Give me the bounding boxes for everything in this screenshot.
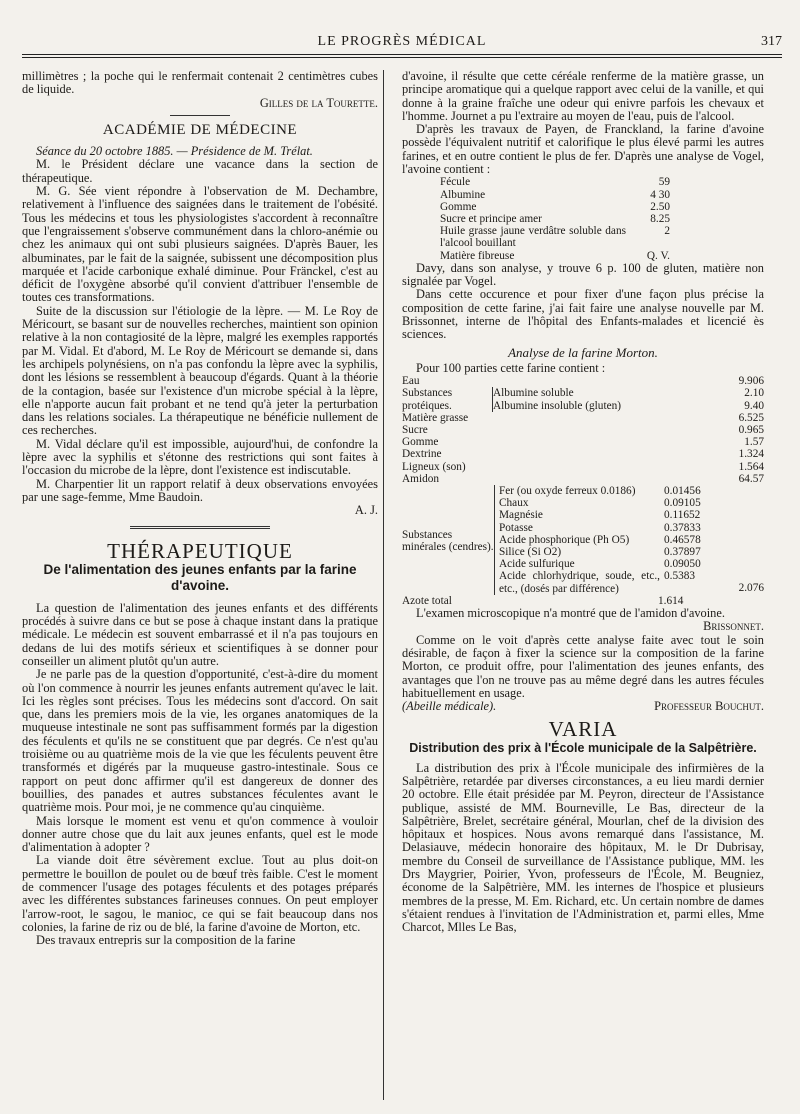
mineral-item-value: 0.11652: [664, 509, 701, 522]
right-paragraph-4: Dans cette occurence et pour fixer d'une façon plus précise la composition de cette farine, j'ai fait faire une analyse nouvelle par M. Brissonnet, interne de l'hôpital des Enfants-malades et licencié ès sciences.: [402, 287, 764, 342]
therapeutique-paragraph-1: La question de l'alimentation des jeunes enfants et des différents procédés à suivre dans ce but se pose à chaque instant dans la pratique médicale. Le médecin est souvent embarrassé et il n'a pas toujours en dedans de lui des motifs sérieux et scientifiques à se donner pour conseiller un aliment plutôt qu'un autre.: [22, 600, 378, 668]
protein-subvalue: 9.40: [744, 399, 764, 412]
vogel-value: 4 30: [650, 188, 670, 201]
table-row: [499, 570, 716, 594]
mineral-item-label: Acide chlorhydrique, soude, etc., etc., (dosés par différence): [499, 570, 660, 595]
table-row: [402, 387, 764, 411]
morton-label: Substances protéiques.: [402, 387, 453, 412]
column-separator: [383, 70, 384, 1100]
therapeutique-paragraph-2: Je ne parle pas de la question d'opportunité, c'est-à-dire du moment où l'on commence à nourrir les jeunes enfants autrement qu'avec le lait. Ici les règles sont précises. Tous les médecins sont d'accord. On sait que, dans les premiers mois de la vie, les organes anatomiques de la muqueuse intestinale ne sont pas suffisamment formés par la digestion des féculents et qu'ils ne se constituent que par degrés. Ce n'est qu'au troisième ou au quatrième mois de la vie que les féculents peuvent être transformés et digérés par la muqueuse gastro-intestinale. Sous ce rapport on peut donc affirmer qu'il est dangereux de donner des bouillies, des panades et autres substances féculentes avant le quatrième mois. Pour moi, je ne commence qu'au cinquième.: [22, 667, 378, 815]
mineral-item-label: Acide phosphorique (Ph O5): [499, 533, 630, 546]
right-paragraph-1: d'avoine, il résulte que cette céréale renferme de la matière grasse, un principe aromatique qui a quelque rapport avec celui de la vanille, et qui donne à la graine fraîche une odeur qui enivre parfois les chevaux et l'homme. Journet a pu l'extraire au moyen de l'eau, puis de l'alcool.: [402, 69, 764, 123]
table-row: [402, 424, 764, 436]
analyse-heading: Analyse de la farine Morton.: [508, 344, 658, 360]
protein-subitem: [493, 400, 764, 412]
therapeutique-subtitle: De l'alimentation des jeunes enfants par la farine d'avoine.: [43, 561, 357, 593]
table-row: [499, 558, 716, 570]
seance-line: Séance du 20 octobre 1885. — Présidence de M. Trélat.: [36, 144, 313, 159]
therapeutique-paragraph-4: La viande doit être sévèrement exclue. Tout au plus doit-on permettre le bouillon de poulet ou de bœuf très faible. C'est le moment de commencer l'usage des potages féculents et des potages préparés avec les différentes substances farineuses connues. On peut employer l'arrow-root, le sagou, le manioc, ce qui se fait beaucoup dans nos colonies, la farine de riz ou de blé, la farine d'avoine de Morton, etc.: [22, 853, 378, 934]
mineral-label: Substances minérales (cendres).: [402, 529, 494, 554]
table-row: [499, 509, 716, 521]
mineral-group: [402, 485, 764, 595]
table-row: [402, 473, 764, 485]
therapeutique-paragraph-5: Des travaux entrepris sur la composition de la farine: [36, 933, 296, 948]
table-row: [499, 485, 716, 497]
mineral-item-value: 0.09050: [664, 558, 701, 571]
table-row: [499, 497, 716, 509]
vogel-value: 2: [664, 225, 670, 238]
table-row: [440, 176, 670, 188]
varia-paragraph-1: La distribution des prix à l'École municipale des infirmières de la Salpêtrière, retardée par diverses circonstances, a eu lieu mardi dernier 20 octobre. Elle était présidée par M. Peyron, directeur de l'Assistance publique, assisté de MM. Bourneville, Le Bas, directeur de la Salpêtrière, Brelet, secrétaire général, Mourlan, chef de la division des hôpitaux et hospices. Nous avons remarqué dans l'assistance, M. Delasiauve, médecin honoraire des hôpitaux, M. le Dr Dubrisay, membre du Conseil de surveillance de l'Assistance publique, MM. les Drs Maygrier, Poirier, Yvon, professeurs de l'École, M. Beugniez, économe de la Salpêtrière, MM. les internes de l'hospice et plusieurs membres de la presse, M. Em. Richard, etc. Un certain nombre de dames s'étaient rendues à l'invitation de l'Administration et, parmi elles, Mme Charcot, Mlles Le Bas,: [402, 760, 764, 935]
morton-label: Eau: [402, 375, 420, 388]
academie-paragraph-4: M. Vidal déclare qu'il est impossible, aujourd'hui, de confondre la lèpre avec la syphilis et s'étonne des restrictions qui sont faites à l'occasion du microbe de la lèpre, dont l'existence est indiscutable.: [22, 436, 378, 478]
vogel-value: 8.25: [650, 212, 670, 225]
right-paragraph-5-signature: Brissonnet.: [703, 619, 764, 634]
page-number: 317: [761, 34, 782, 49]
mineral-item-value: 0.01456: [664, 485, 701, 497]
varia-heading: VARIA: [548, 717, 618, 742]
azote-value: 1.614: [658, 594, 684, 607]
table-row: [440, 225, 670, 249]
table-row: [402, 436, 764, 448]
morton-label: Matière grasse: [402, 411, 469, 424]
table-row: [440, 250, 670, 262]
mineral-item-value: 0.5383: [664, 570, 696, 583]
academie-paragraph-1: M. le Président déclare une vacance dans la section de thérapeutique.: [22, 157, 378, 185]
mineral-item-label: Silice (Si O2): [499, 546, 562, 559]
vogel-value: 2.50: [650, 200, 670, 213]
source-citation: (Abeille médicale).: [402, 699, 497, 714]
mineral-item-value: 0.37897: [664, 546, 701, 559]
page-header: [22, 34, 782, 50]
right-paragraph-6-footer: [402, 700, 764, 713]
academie-paragraph-5: M. Charpentier lit un rapport relatif à deux observations envoyées par une sage-femme, Mme Baudoin.: [22, 476, 378, 504]
protein-subitems: [493, 387, 765, 411]
table-row: [440, 213, 670, 225]
academie-heading: ACADÉMIE DE MÉDECINE: [102, 121, 298, 138]
header-rule-2: [22, 57, 782, 58]
protein-subvalue: 2.10: [744, 387, 764, 400]
right-paragraph-6: Comme on le voit d'après cette analyse faite avec tout le soin désirable, de façon à fixer la science sur la composition de la farine Morton, ce produit offre, pour l'alimentation des jeunes enfants, des avantages que l'on ne trouve pas au même degré dans les autres fécules habituellement en usage.: [402, 632, 764, 700]
vogel-label: Matière fibreuse: [440, 249, 515, 262]
mineral-item-label: Fer (ou oxyde ferreux 0.0186): [499, 485, 636, 497]
mineral-item-value: 0.37833: [664, 521, 701, 534]
mineral-table: [499, 485, 716, 595]
table-row: [402, 375, 764, 387]
right-paragraph-5: L'examen microscopique n'a montré que de l'amidon d'avoine.: [416, 606, 725, 621]
vogel-label: Albumine: [440, 188, 486, 201]
vogel-label: Fécule: [440, 176, 471, 189]
mineral-item-label: Magnésie: [499, 509, 543, 522]
academie-paragraph-2: M. G. Sée vient répondre à l'observation de M. Dechambre, relativement à l'influence des saignées dans le traitement de l'obésité. Tous les médecins et tous les physiologistes s'accordent à reconnaître que l'engraissement s'observe communément dans la chloro-anémie ou chez les animaux qui ont subi plusieurs saignées. D'après Bauer, les albuminates, par le fait de la saignée, subissent une décomposition plus marquée et l'acide carbonique exhalé diminue. Pour Fränckel, c'est au déficit de l'oxygène absorbé qu'il convient d'attribuer l'ensemble de toutes ces transformations.: [22, 184, 378, 305]
vogel-table: [440, 176, 670, 261]
mineral-item-label: Acide sulfurique: [499, 558, 575, 571]
vogel-label: Gomme: [440, 200, 477, 213]
right-column: [402, 70, 764, 935]
vogel-label: Huile grasse jaune verdâtre soluble dans l'alcool bouillant: [440, 225, 626, 250]
varia-subtitle: Distribution des prix à l'École municipale de la Salpêtrière.: [409, 740, 757, 755]
table-row: [499, 522, 716, 534]
mineral-item-value: 0.46578: [664, 533, 701, 546]
journal-title: LE PROGRÈS MÉDICAL: [317, 34, 487, 49]
mineral-list: [494, 485, 716, 595]
morton-label: Sucre: [402, 423, 428, 436]
morton-value: 1.57: [744, 436, 764, 449]
academie-paragraph-5-wrap: [22, 478, 378, 505]
table-row: [440, 189, 670, 201]
morton-label: Gomme: [402, 436, 439, 449]
table-row: [499, 534, 716, 546]
vogel-value: 59: [658, 176, 670, 189]
mineral-item-label: Potasse: [499, 521, 533, 534]
academie-signature: A. J.: [354, 503, 378, 518]
vogel-label: Sucre et principe amer: [440, 212, 542, 225]
table-row: [402, 412, 764, 424]
table-row: [402, 461, 764, 473]
section-divider-double: [130, 526, 270, 529]
morton-label: Dextrine: [402, 448, 442, 461]
section-divider: [170, 115, 230, 116]
table-row: [402, 448, 764, 460]
protein-subitem: [493, 387, 764, 399]
morton-value: 1.324: [738, 448, 764, 461]
morton-value: 1.564: [738, 460, 764, 473]
morton-value: 9.906: [738, 375, 764, 388]
therapeutique-paragraph-3: Mais lorsque le moment est venu et qu'on commence à vouloir donner autre chose que du lait aux jeunes enfants, quel est le mode d'alimentation à adopter ?: [22, 813, 378, 855]
table-row: [499, 546, 716, 558]
right-paragraph-2: D'après les travaux de Payen, de Franckland, la farine d'avoine possède l'équivalent nutritif et calorifique le plus élevé parmi les autres farines, et en outre contient le plus de fer. D'après une analyse de Vogel, l'avoine contient :: [402, 122, 764, 177]
right-paragraph-3: Davy, dans son analyse, y trouve 6 p. 100 de gluten, matière non signalée par Vogel.: [402, 260, 764, 289]
vogel-value: Q. V.: [646, 249, 670, 262]
mineral-item-label: Chaux: [499, 497, 529, 510]
morton-label: Ligneux (son): [402, 460, 466, 473]
author-signature: Professeur Bouchut.: [654, 699, 764, 714]
morton-value: 64.57: [738, 472, 764, 485]
protein-sublabel: Albumine insoluble (gluten): [493, 399, 622, 412]
header-rule: [22, 54, 782, 55]
mineral-item-value: 0.09105: [664, 497, 701, 510]
protein-sublabel: Albumine soluble: [493, 387, 574, 400]
morton-table: [402, 375, 764, 485]
academie-paragraph-3: Suite de la discussion sur l'étiologie de la lèpre. — M. Le Roy de Méricourt, se basant sur de nouvelles recherches, maintient son opinion relative à la non contagiosité de la lèpre, malgré les exemples rapportés par M. Vidal. Et d'abord, M. Le Roy de Méricourt se demande si, dans les archipels polynésiens, on n'a pas confondu la lèpre avec la syphilis, dont les lésions se ressemblent à beaucoup d'égards. Quant à la théorie de la contagion, basée sur l'existence d'un microbe spécial à la lèpre, elle n'apporte aucun fait probant et ne tend qu'à jeter la perturbation dans les relations sociales. La thérapeutique ne bénéficie nullement de ces recherches.: [22, 303, 378, 438]
intro-signature: Gilles de la Tourette.: [259, 95, 378, 110]
morton-value: 6.525: [738, 411, 764, 424]
left-column: [22, 70, 378, 948]
intro-paragraph: millimètres ; la poche qui le renfermait contenait 2 centimètres cubes de liquide.: [22, 69, 378, 97]
morton-value: 0.965: [738, 423, 764, 436]
analyse-intro: Pour 100 parties cette farine contient :: [416, 360, 606, 375]
table-row: [440, 201, 670, 213]
therapeutique-heading: THÉRAPEUTIQUE: [107, 538, 293, 563]
mineral-total: 2.076: [738, 582, 764, 594]
morton-label: Amidon: [402, 472, 440, 485]
azote-label: Azote total: [402, 594, 452, 607]
